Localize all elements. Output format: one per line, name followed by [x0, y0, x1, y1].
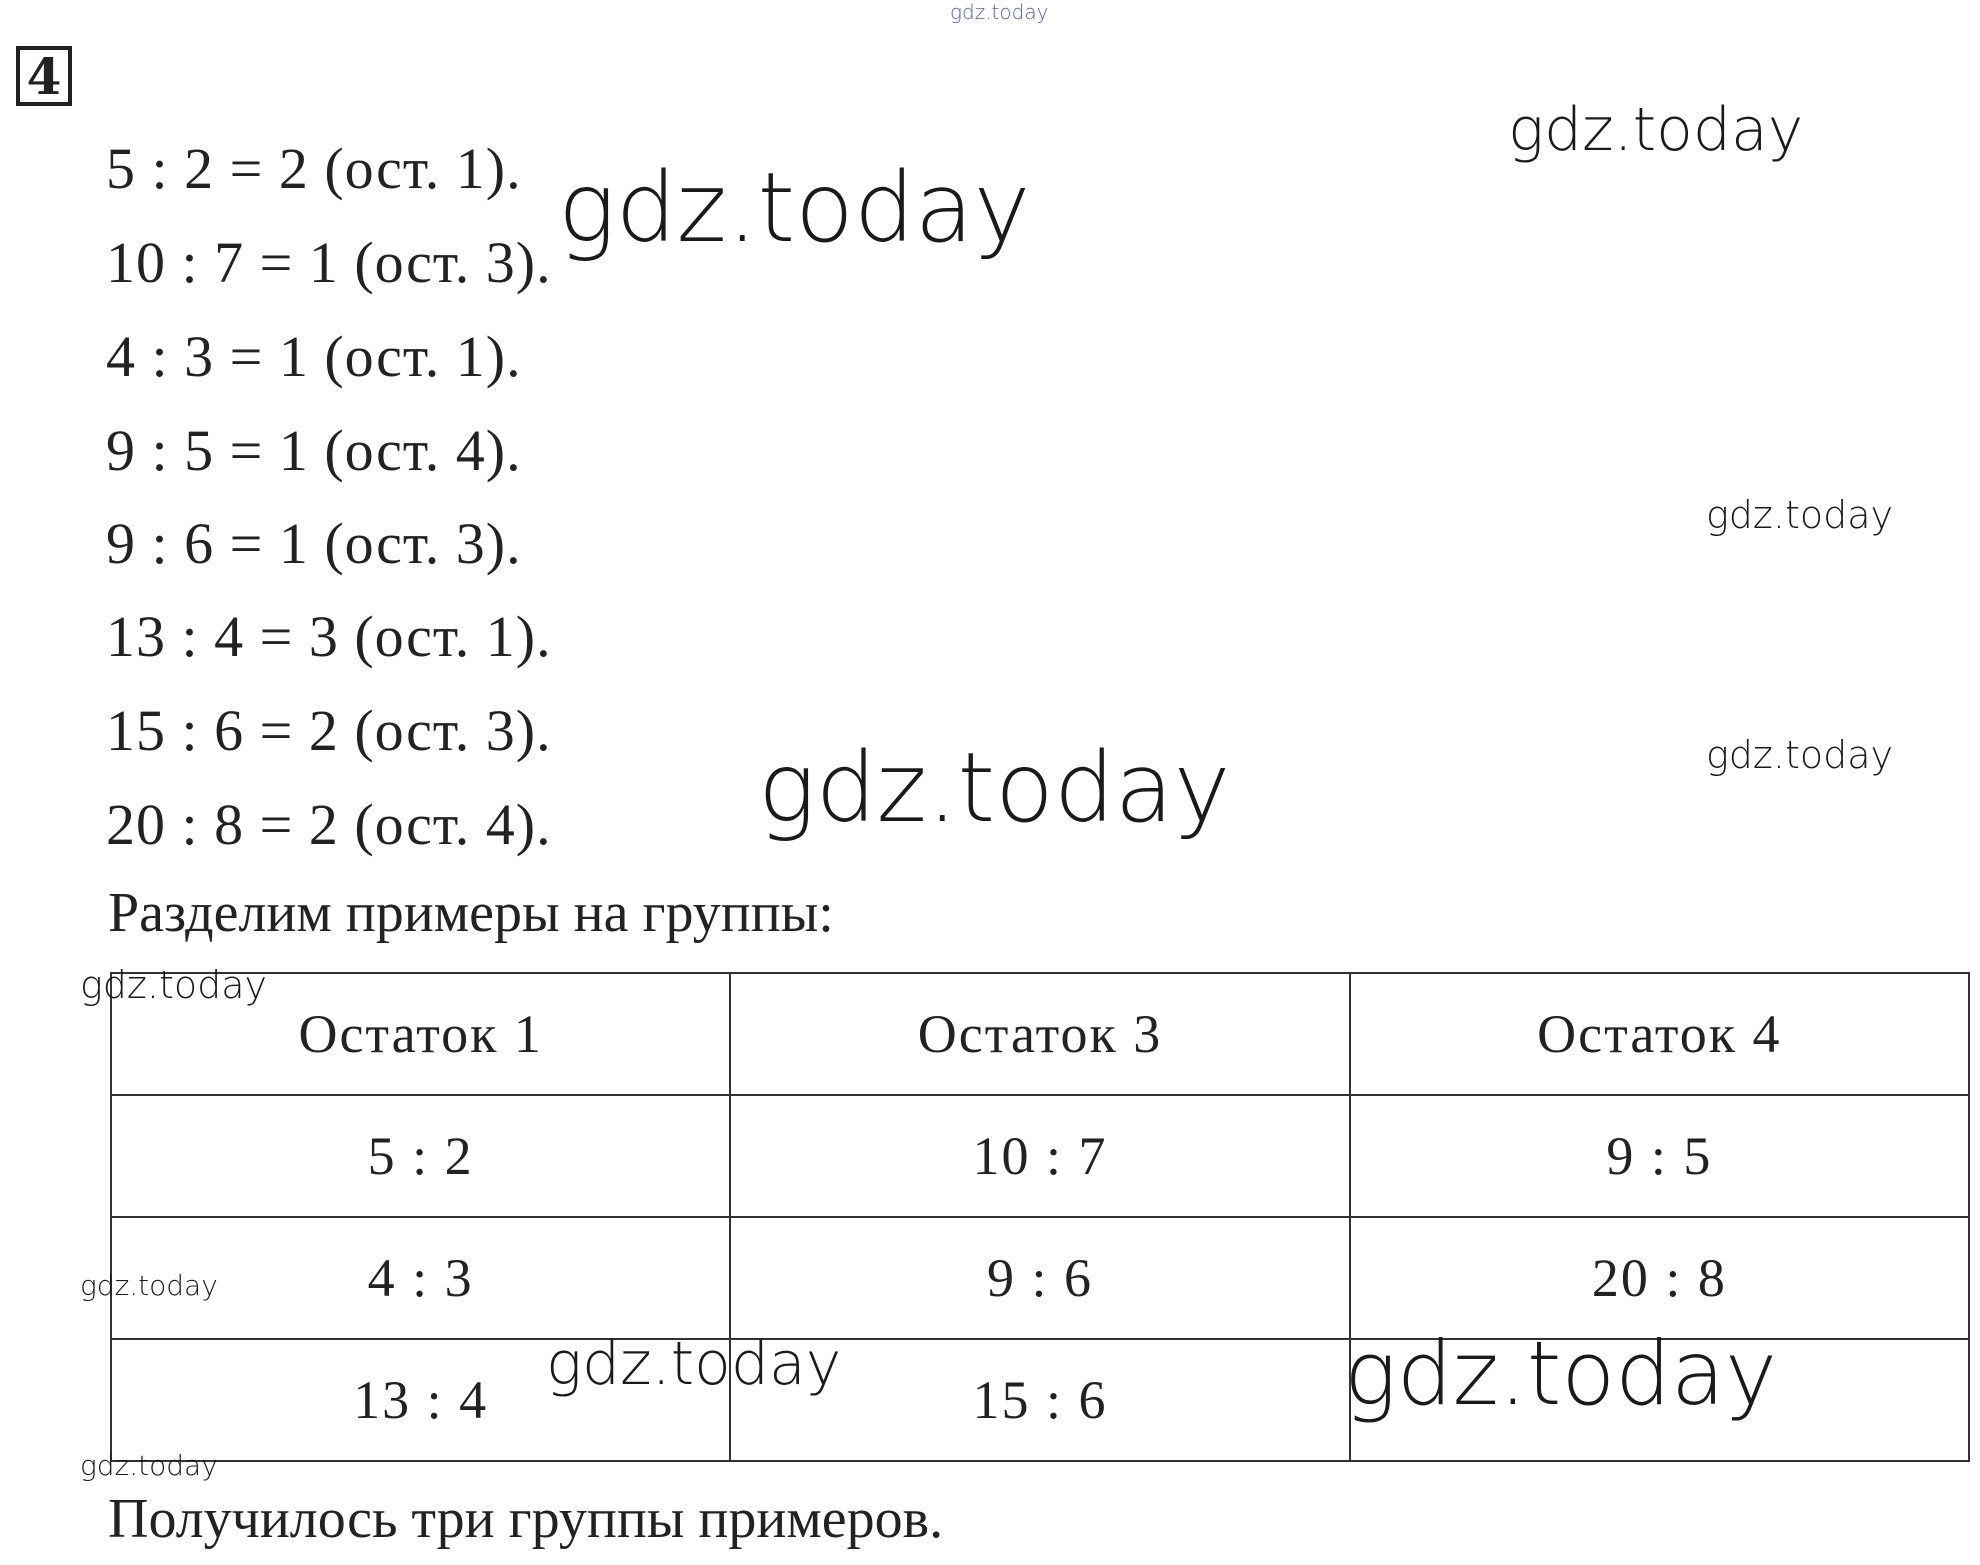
watermark: gdz.today — [1706, 493, 1893, 537]
table-row — [111, 1095, 1969, 1217]
table-header-cell: Остаток 1 — [111, 973, 730, 1095]
table-cell: 13 : 4 — [111, 1339, 730, 1461]
equation-line: 15 : 6 = 2 (ост. 3). — [106, 698, 552, 763]
equation-line: 13 : 4 = 3 (ост. 1). — [106, 604, 552, 669]
task-number-box: 4 — [16, 46, 72, 106]
watermark: gdz.today — [1344, 1322, 1778, 1425]
conclusion-text: Получилось три группы примеров. — [108, 1488, 944, 1550]
watermark: gdz.today — [546, 1329, 842, 1399]
table-cell: 20 : 8 — [1350, 1217, 1969, 1339]
table-header-cell: Остаток 3 — [730, 973, 1349, 1095]
watermark: gdz.today — [758, 732, 1231, 844]
table-cell: 4 : 3 — [111, 1217, 730, 1339]
table-row — [111, 1217, 1969, 1339]
watermark-top: gdz.today — [950, 0, 1049, 24]
table-cell: 10 : 7 — [730, 1095, 1349, 1217]
equation-line: 4 : 3 = 1 (ост. 1). — [106, 324, 522, 389]
equation-line: 9 : 5 = 1 (ост. 4). — [106, 418, 522, 483]
table-cell: 15 : 6 — [730, 1339, 1349, 1461]
watermark: gdz.today — [1706, 733, 1893, 777]
table-cell: 9 : 6 — [730, 1217, 1349, 1339]
watermark: gdz.today — [558, 152, 1031, 264]
watermark: gdz.today — [80, 1269, 218, 1302]
equation-line: 9 : 6 = 1 (ост. 3). — [106, 511, 522, 576]
watermark: gdz.today — [1508, 95, 1804, 165]
table-cell: 9 : 5 — [1350, 1095, 1969, 1217]
table-cell: 5 : 2 — [111, 1095, 730, 1217]
watermark: gdz.today — [80, 963, 267, 1007]
intro-text: Разделим примеры на группы: — [108, 882, 834, 944]
equation-line: 20 : 8 = 2 (ост. 4). — [106, 792, 552, 857]
table-header-cell: Остаток 4 — [1350, 973, 1969, 1095]
table-header-row — [111, 973, 1969, 1095]
equation-line: 5 : 2 = 2 (ост. 1). — [106, 136, 522, 201]
equation-line: 10 : 7 = 1 (ост. 3). — [106, 230, 552, 295]
watermark: gdz.today — [80, 1449, 218, 1482]
